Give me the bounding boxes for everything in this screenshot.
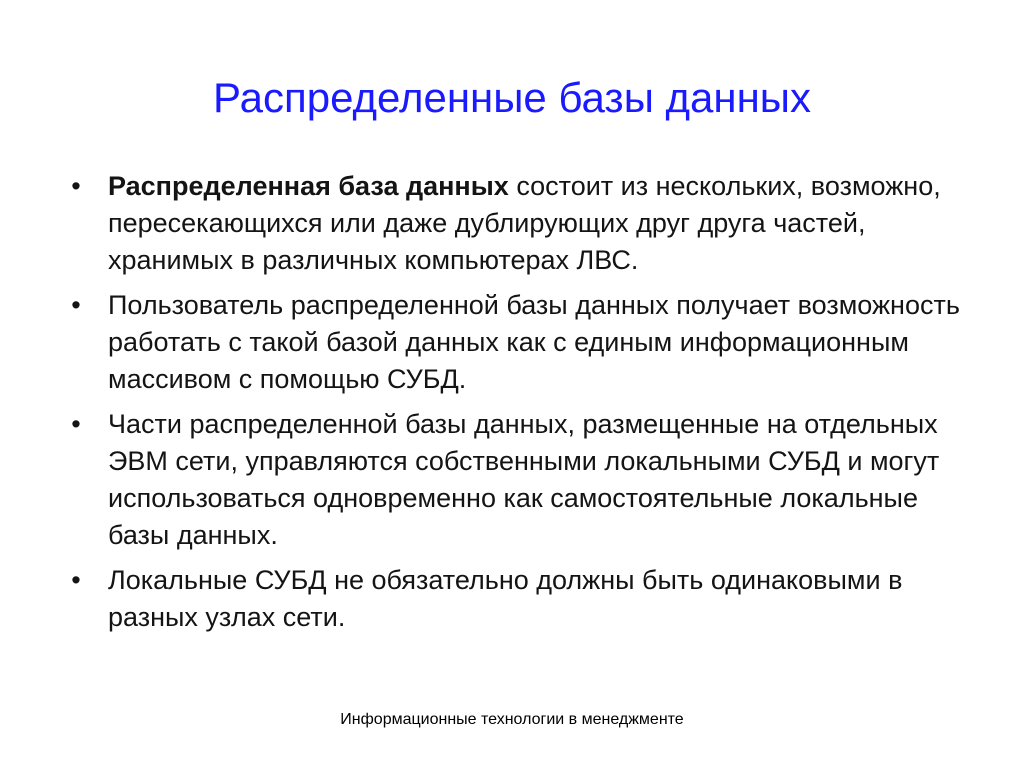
bullet-text: Пользователь распределенной базы данных получает возможность работать с такой базой данных как с единым информационным массивом с помощью СУБД.	[108, 290, 960, 394]
bullet-lead-term: Распределенная база данных	[108, 171, 509, 201]
bullet-list	[66, 168, 986, 644]
bullet-icon: •	[71, 409, 81, 439]
bullet-text: Локальные СУБД не обязательно должны быть одинаковыми в разных узлах сети.	[108, 565, 903, 632]
bullet-item-user	[66, 287, 986, 398]
bullet-text: состоит из нескольких, возможно, пересекающихся или даже дублирующих друг друга частей, хранимых в различных компьютерах ЛВС.	[108, 171, 941, 275]
bullet-item-parts	[66, 406, 986, 554]
bullet-text: Части распределенной базы данных, размещенные на отдельных ЭВМ сети, управляются собственными локальными СУБД и могут использоваться одновременно как самостоятельные локальные базы данных.	[108, 409, 940, 550]
slide-title: Распределенные базы данных	[213, 74, 811, 121]
bullet-icon: •	[71, 171, 81, 201]
slide-footer: Информационные технологии в менеджменте	[340, 711, 684, 728]
bullet-icon: •	[71, 565, 81, 595]
bullet-item-local-dbms	[66, 562, 986, 636]
bullet-item-distributed-db	[66, 168, 986, 279]
bullet-icon: •	[71, 290, 81, 320]
